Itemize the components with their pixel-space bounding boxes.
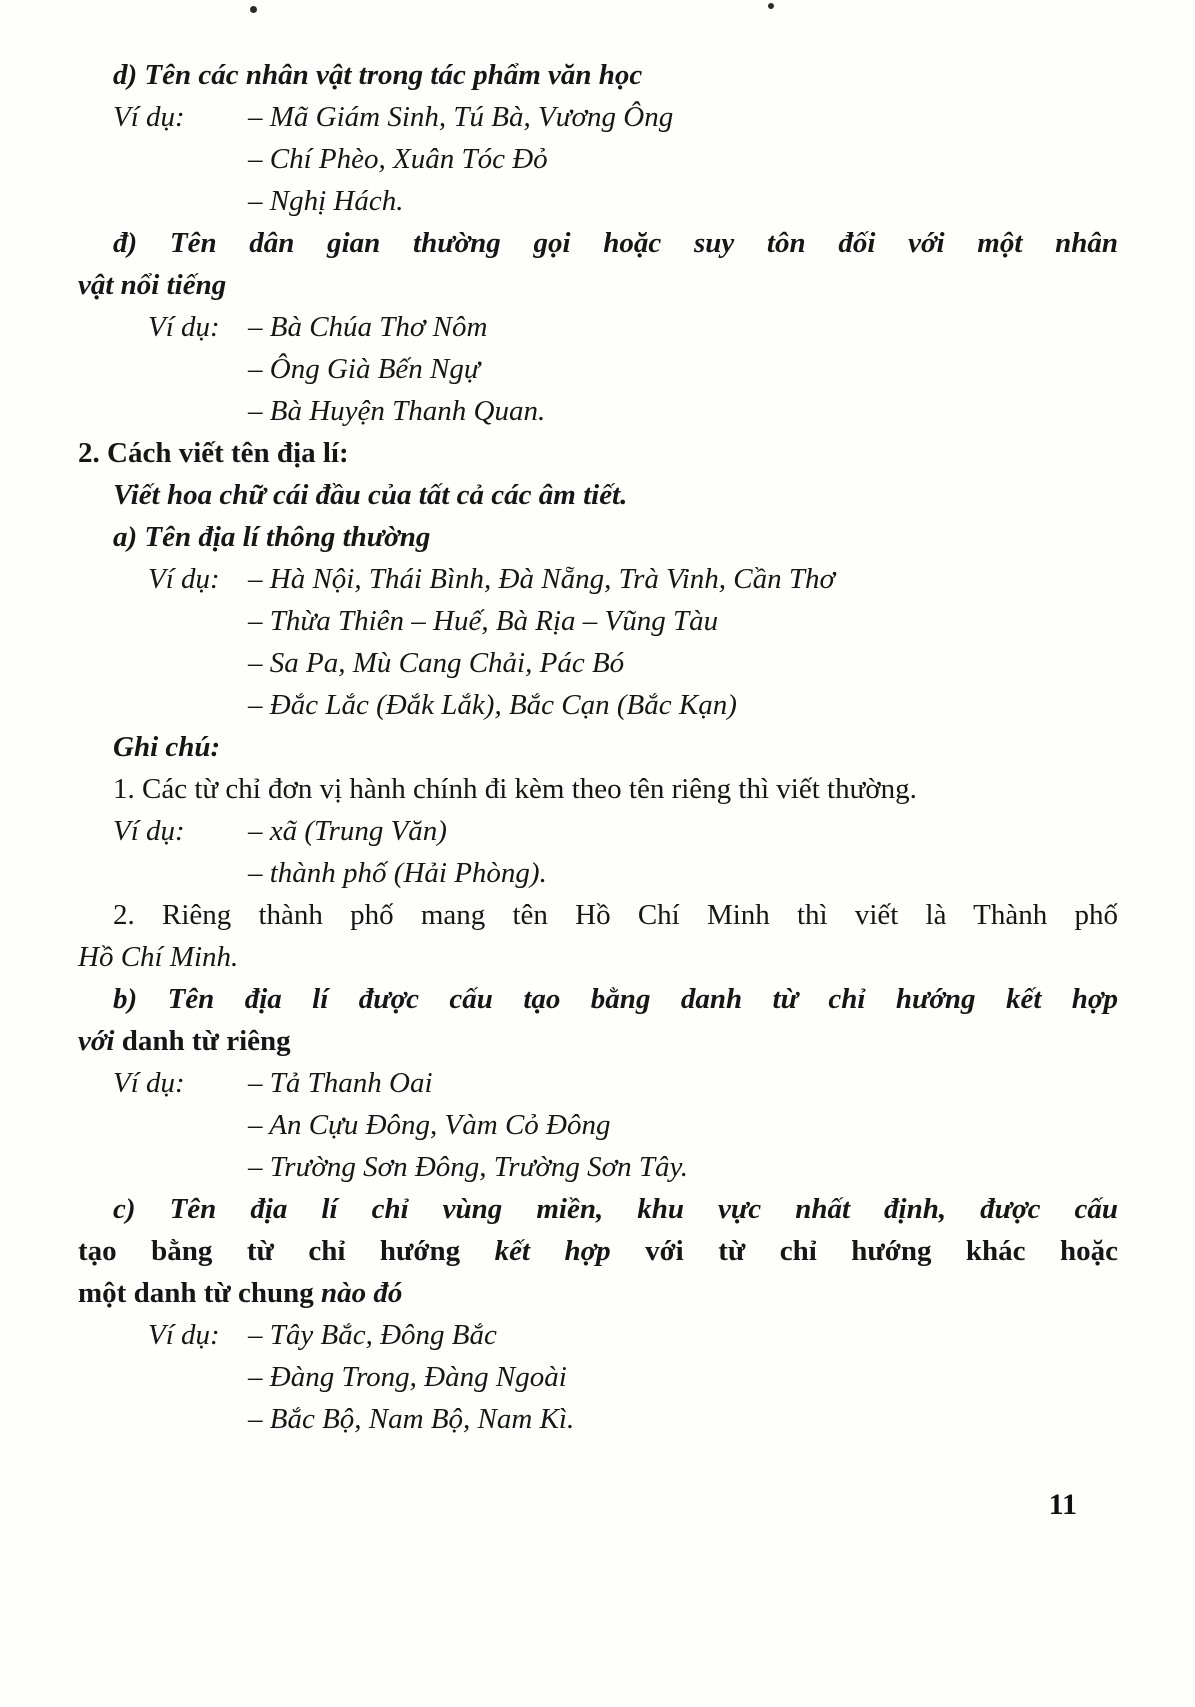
text-segment: – Bà Chúa Thơ Nôm [248, 311, 488, 343]
text-line [113, 96, 1118, 138]
text-segment: – Sa Pa, Mù Cang Chải, Pác Bó [248, 647, 625, 679]
example-label: Ví dụ: [113, 1067, 185, 1099]
text-line [113, 726, 1118, 768]
text-segment: vật nổi tiếng [78, 269, 227, 301]
text-line [248, 180, 1118, 222]
text-line [78, 264, 1118, 306]
text-line [248, 138, 1118, 180]
text-line [113, 1062, 1118, 1104]
text-segment: Viết hoa chữ cái đầu của tất cả các âm tiết. [113, 479, 628, 511]
scan-artifact [768, 3, 774, 9]
text-segment: danh từ riêng [121, 1025, 291, 1057]
example-label: Ví dụ: [113, 815, 185, 847]
text-line [113, 54, 1118, 96]
example-label: Ví dụ: [148, 311, 220, 343]
text-line [78, 1230, 1118, 1272]
page-number: 11 [1048, 1488, 1077, 1521]
text-line [148, 558, 1118, 600]
text-line [248, 1104, 1118, 1146]
text-segment: đ) Tên dân gian thường gọi hoặc suy tôn đối với một nhân [113, 227, 1118, 259]
text-segment: – Tây Bắc, Đông Bắc [248, 1319, 497, 1351]
text-line [78, 1020, 1118, 1062]
text-line [248, 600, 1118, 642]
text-line [248, 1146, 1118, 1188]
text-segment: – Thừa Thiên – Huế, Bà Rịa – Vũng Tàu [248, 605, 719, 637]
text-segment: nào đó [321, 1277, 403, 1309]
text-line [248, 390, 1118, 432]
text-line [113, 810, 1118, 852]
text-segment: a) Tên địa lí thông thường [113, 521, 431, 553]
text-segment: – Hà Nội, Thái Bình, Đà Nẵng, Trà Vinh, Cần Thơ [248, 563, 835, 595]
text-line [248, 1356, 1118, 1398]
text-segment: – Nghị Hách. [248, 185, 404, 217]
text-segment: – Đàng Trong, Đàng Ngoài [248, 1361, 567, 1393]
text-segment: b) Tên địa lí được cấu tạo bằng danh từ chỉ hướng kết hợp [113, 983, 1118, 1015]
text-segment: với [78, 1025, 122, 1057]
text-segment: – xã (Trung Văn) [248, 815, 447, 847]
text-segment: 2. Cách viết tên địa lí: [78, 437, 349, 469]
text-line [113, 222, 1118, 264]
text-line [78, 432, 1118, 474]
text-segment: từ chỉ hướng khác hoặc [718, 1235, 1118, 1267]
text-segment: – Trường Sơn Đông, Trường Sơn Tây. [248, 1151, 689, 1183]
text-segment: kết hợp [494, 1235, 646, 1267]
text-segment: – Đắc Lắc (Đắk Lắk), Bắc Cạn (Bắc Kạn) [248, 689, 737, 721]
text-line [248, 852, 1118, 894]
text-segment: Ghi chú: [113, 731, 221, 763]
text-line [78, 936, 1118, 978]
text-line [113, 978, 1118, 1020]
text-line [113, 894, 1118, 936]
text-segment: 1. Các từ chỉ đơn vị hành chính đi kèm theo tên riêng thì viết thường. [113, 773, 917, 805]
text-segment: tạo bằng [78, 1235, 247, 1267]
text-line [113, 768, 1118, 810]
text-line [248, 642, 1118, 684]
text-line [148, 306, 1118, 348]
text-segment: một danh từ chung [78, 1277, 322, 1309]
text-segment: 2. Riêng thành phố mang tên Hồ Chí Minh thì viết là Thành phố [113, 899, 1118, 931]
text-line [78, 1272, 1118, 1314]
text-segment: – An Cựu Đông, Vàm Cỏ Đông [248, 1109, 611, 1141]
text-segment: – Mã Giám Sinh, Tú Bà, Vương Ông [248, 101, 674, 133]
text-segment: c) Tên địa lí chỉ vùng miền, khu vực nhất định, được cấu [113, 1193, 1118, 1225]
example-label: Ví dụ: [113, 101, 185, 133]
text-segment: với [645, 1235, 719, 1267]
text-segment: – Bà Huyện Thanh Quan. [248, 395, 546, 427]
text-line [113, 474, 1118, 516]
text-segment: Hồ Chí Minh. [78, 941, 239, 973]
scan-artifact [250, 6, 257, 13]
example-label: Ví dụ: [148, 1319, 220, 1351]
text-line [113, 1188, 1118, 1230]
text-segment: – thành phố (Hải Phòng). [248, 857, 547, 889]
text-segment: – Bắc Bộ, Nam Bộ, Nam Kì. [248, 1403, 575, 1435]
text-line [148, 1314, 1118, 1356]
text-line [248, 684, 1118, 726]
text-segment: d) Tên các nhân vật trong tác phẩm văn học [113, 59, 643, 91]
text-line [248, 1398, 1118, 1440]
text-segment: – Ông Già Bến Ngự [248, 353, 480, 385]
text-segment: – Chí Phèo, Xuân Tóc Đỏ [248, 143, 548, 175]
document-body [78, 54, 1118, 1440]
example-label: Ví dụ: [148, 563, 220, 595]
text-line [248, 348, 1118, 390]
text-segment: từ chỉ hướng [246, 1235, 495, 1267]
text-line [113, 516, 1118, 558]
text-segment: – Tả Thanh Oai [248, 1067, 433, 1099]
